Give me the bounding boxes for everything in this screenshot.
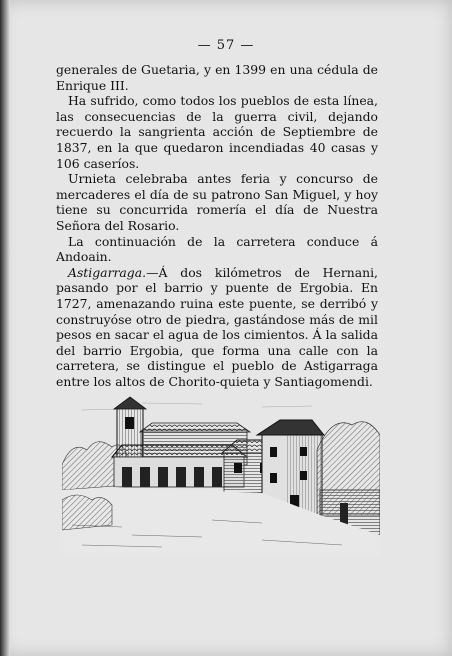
church-tower-roof	[114, 397, 146, 409]
book-spine-shadow	[0, 0, 10, 656]
page-number: — 57 —	[197, 38, 255, 53]
paragraph-2: Ha sufrido, como todos los pueblos de esta línea, las consecuencias de la guerra civil, dejando recuerdo la sangrienta acción de Septiembre de 1837, en la que quedaron incendiadas 40 casas y 106 caseríos.	[56, 93, 378, 171]
paragraph-1: generales de Guetaria, y en 1399 en una cédula de Enrique III.	[56, 62, 378, 93]
middle-house-window	[234, 463, 242, 473]
paragraph-4: La continuación de la carretera conduce á Andoain.	[56, 233, 378, 265]
wall-doorway	[340, 503, 348, 525]
paragraph-3: Urnieta celebraba antes feria y concurso de mercaderes el día de su patrono San Miguel, y hoy tiene su concurrida romería el día de Nuestra Señora del Rosario.	[56, 171, 378, 233]
paragraph-5	[56, 265, 378, 390]
body-text	[56, 62, 378, 389]
place-name-astigarraga: Astigarraga.	[68, 264, 147, 280]
village-illustration	[62, 395, 380, 555]
engraving-drawing	[62, 395, 380, 555]
church-roof	[140, 423, 250, 432]
paragraph-5-body: —Á dos kilómetros de Hernani, pasando por el barrio y puente de Ergobia. En 1727, amenazando ruina este puente, se derribó y construyóse otro de piedra, gastándose más de mil pesos en sacar el agua de los cimientos. Á la salida del barrio Ergobia, que forma una calle con la carretera, se distingue el pueblo de Astigarraga entre los altos de Chorito-quieta y Santiagomendi.	[56, 264, 378, 389]
bushes-foreground	[62, 495, 112, 530]
tall-house-roof	[257, 420, 324, 435]
tower-belfry-window	[125, 417, 134, 429]
